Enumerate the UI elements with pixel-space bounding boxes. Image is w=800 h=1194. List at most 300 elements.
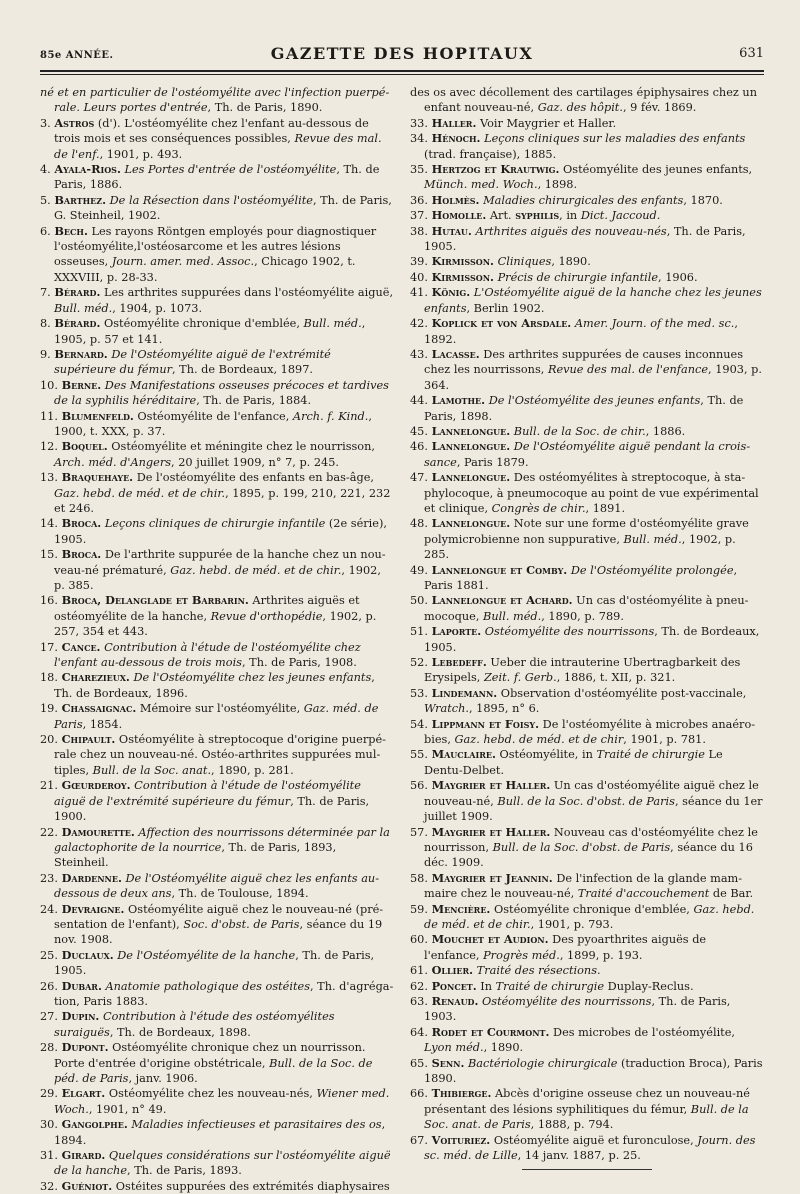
reference-title: Cliniques	[497, 255, 552, 269]
reference-text: , Th. de Paris, 1905.	[424, 224, 746, 254]
reference-entry	[410, 1056, 764, 1087]
reference-author: Lannelongue.	[431, 470, 511, 485]
reference-entry	[410, 162, 764, 193]
reference-author: Lindemann.	[431, 685, 498, 700]
reference-title: Bull. de la Soc. de péd. de Paris	[54, 1056, 373, 1085]
reference-title: Ostéomyélite des nourrissons	[482, 994, 652, 1008]
reference-author: Cance.	[61, 639, 101, 654]
reference-text: 29.	[40, 1087, 62, 1101]
reference-title: De l'Ostéomyélite chez les jeunes enfants	[133, 671, 372, 685]
reference-text: Voir Maygrier et Haller.	[476, 116, 617, 130]
reference-entry	[40, 409, 394, 440]
reference-title: L'Ostéomyélite aiguë de la hanche chez les jeunes enfants	[424, 286, 762, 315]
reference-text: 63.	[410, 994, 432, 1008]
reference-entry	[40, 516, 394, 547]
reference-title: Contribution à l'étude de l'ostéomyélite chez l'enfant au-dessous de trois mois	[54, 640, 361, 670]
reference-title: Traité des résections.	[476, 964, 601, 978]
reference-text: 23.	[40, 871, 62, 885]
reference-text: 19.	[40, 702, 62, 716]
reference-text: , janv. 1906.	[128, 1072, 198, 1085]
reference-text: , Paris 1879.	[456, 455, 529, 469]
reference-title: Gaz. hebd. de méd. et de chir.	[170, 563, 342, 577]
reference-author: Mencière.	[431, 901, 491, 916]
reference-text: 60.	[410, 933, 432, 947]
reference-author: Koplick et von Arsdale.	[431, 316, 572, 331]
reference-author: Charezieux.	[61, 670, 130, 685]
left-column	[40, 85, 394, 1194]
reference-entry	[40, 378, 394, 409]
reference-text: , in	[559, 209, 581, 223]
reference-text: 17.	[40, 640, 62, 654]
reference-text: 34.	[410, 132, 432, 146]
reference-entry	[40, 640, 394, 671]
reference-text: Le Dentu-Delbet.	[424, 748, 723, 777]
reference-text: Note sur une forme d'ostéomyélite grave polymicrobienne non suppurative,	[424, 517, 749, 546]
reference-text: 58.	[410, 871, 432, 885]
reference-author: Lacasse.	[431, 346, 480, 361]
reference-entry	[410, 747, 764, 778]
reference-author: Barthez.	[54, 192, 107, 207]
reference-title: Leçons cliniques sur les maladies des enfants	[484, 132, 746, 146]
reference-text: 26.	[40, 979, 62, 993]
reference-author: Dupont.	[61, 1040, 109, 1055]
reference-author: Lannelongue et Comby.	[431, 562, 568, 577]
reference-text: , 1901, p. 493.	[99, 147, 183, 161]
reference-text: , Th. de Paris, 1886.	[54, 163, 380, 192]
reference-entry	[40, 1179, 394, 1194]
reference-text: , 1895, p. 199, 210, 221, 232 et 246.	[54, 486, 391, 515]
reference-author: Lannelongue.	[431, 439, 511, 454]
reference-text: Ostéomyélite chronique chez un nourrisson. Porte d'entrée d'origine obstétricale,	[54, 1041, 366, 1070]
reference-entry	[410, 131, 764, 162]
reference-title: Maladies chirurgicales des enfants	[483, 193, 684, 207]
reference-author: Voituriez.	[431, 1132, 491, 1147]
reference-text: De l'arthrite suppurée de la hanche chez un nou-veau-né prématuré,	[54, 548, 386, 577]
reference-text: , 1905, p. 57 et 141.	[54, 317, 366, 346]
reference-entry	[410, 439, 764, 470]
reference-title: Bull. méd.	[303, 317, 362, 331]
reference-text: 7.	[40, 286, 55, 300]
reference-text: Ostéomyélite aiguë chez le nouveau-né (pré-sentation de l'enfant),	[54, 902, 384, 931]
reference-title: Congrès de chir.	[491, 501, 586, 515]
reference-text: , 1904, p. 1073.	[112, 301, 203, 315]
reference-author: Broca.	[61, 516, 102, 531]
reference-title: Arthrites aiguës des nouveau-nés	[475, 224, 667, 238]
reference-text: Mémoire sur l'ostéomyélite,	[136, 702, 304, 716]
reference-text: Ostéomyélite chronique d'emblée,	[490, 902, 694, 916]
reference-author: Ayala-Rios.	[54, 162, 121, 177]
reference-entry	[410, 994, 764, 1025]
reference-text: Art.	[486, 209, 516, 223]
reference-entry	[40, 285, 394, 316]
reference-title: Bull. méd.	[623, 532, 682, 546]
reference-entry	[410, 516, 764, 562]
reference-title: Les Portes d'entrée de l'ostéomyélite	[124, 163, 337, 177]
reference-entry	[410, 254, 764, 269]
reference-entry	[40, 593, 394, 639]
reference-author: Maygrier et Jeannin.	[431, 870, 553, 885]
reference-text: 64.	[410, 1025, 432, 1039]
reference-title: De l'Ostéomyélite des jeunes enfants	[488, 394, 701, 408]
reference-text: Observation d'ostéomyélite post-vaccinale,	[497, 686, 747, 700]
reference-entry	[40, 871, 394, 902]
reference-title: Progrès méd.	[483, 948, 560, 962]
reference-text: Un cas d'ostéomyélite aiguë chez le nouveau-né,	[424, 779, 759, 808]
reference-text: 27.	[40, 1010, 62, 1024]
reference-text: 67.	[410, 1133, 432, 1147]
reference-author: Thibierge.	[431, 1086, 492, 1101]
reference-author: Dubar.	[61, 978, 102, 993]
reference-text: 11.	[40, 409, 62, 423]
reference-text: , Th. de Bordeaux, 1898.	[109, 1025, 251, 1039]
reference-entry	[410, 1086, 764, 1132]
reference-text: 57.	[410, 825, 432, 839]
reference-text: Des ostéomyélites à streptocoque, à sta-phylocoque, à pneumocoque au point de vue expérimental et clinique,	[424, 471, 759, 515]
reference-text: 4.	[40, 163, 55, 177]
journal-title: GAZETTE DES HOPITAUX	[270, 44, 534, 63]
reference-title: Leçons cliniques de chirurgie infantile	[104, 517, 326, 531]
reference-text: , Th. de Paris, G. Steinheil, 1902.	[54, 193, 392, 223]
reference-title: Bull. méd.	[54, 301, 113, 315]
reference-text: , 1898.	[537, 178, 578, 192]
reference-title: Bull. de la Soc. anat. de Paris	[424, 1102, 749, 1132]
reference-title: Revue des mal. de l'enf.	[54, 132, 382, 161]
reference-text: Abcès d'origine osseuse chez un nouveau-né présentant des lésions syphilitiques du fémur,	[424, 1087, 750, 1116]
reference-text: , 1895, n° 6.	[468, 702, 540, 716]
reference-entry	[410, 424, 764, 439]
reference-title: Gaz. hebd. de méd. et de chir.	[54, 486, 226, 500]
reference-entry	[410, 316, 764, 347]
reference-title: Affection des nourrissons déterminée par la galactophorite de la nourrice	[54, 825, 390, 854]
reference-entry	[40, 85, 394, 116]
reference-text: 16.	[40, 594, 62, 608]
reference-author: Boquel.	[61, 439, 108, 454]
reference-title: De la Résection dans l'ostéomyélite	[109, 193, 313, 207]
reference-text: , 1902, p. 285.	[424, 532, 736, 562]
reference-text: des os avec décollement des cartilages épiphysaires chez un enfant nouveau-né,	[410, 86, 757, 115]
reference-title: Lyon méd.	[424, 1041, 484, 1055]
reference-text: , Th. de Paris, 1903.	[424, 994, 731, 1024]
reference-author: Broca, Delanglade et Barbarin.	[61, 593, 249, 608]
reference-author: Kirmisson.	[431, 269, 494, 284]
reference-author: Mouchet et Audion.	[431, 932, 549, 947]
reference-text: Ostéomyélite des jeunes enfants,	[559, 163, 753, 177]
reference-author: Lippmann et Foisy.	[431, 716, 540, 731]
reference-text: 22.	[40, 825, 62, 839]
reference-entry	[410, 593, 764, 624]
reference-entry	[40, 1148, 394, 1179]
reference-entry	[40, 778, 394, 824]
header-rule-thick	[40, 70, 764, 72]
reference-title: Arch. méd. d'Angers	[54, 455, 172, 469]
reference-entry	[410, 963, 764, 978]
reference-entry	[40, 979, 394, 1010]
reference-author: Hutau.	[431, 223, 472, 238]
reference-text: Les rayons Röntgen employés pour diagnostiquer l'ostéomyélite,l'ostéosarcome et les autres lésions osseuses,	[54, 224, 377, 269]
reference-author: Holmès.	[431, 192, 480, 207]
reference-title: Soc. d'obst. de Paris	[183, 917, 300, 931]
reference-text: 13.	[40, 471, 62, 485]
reference-text: Duplay-Reclus.	[604, 979, 694, 993]
reference-text: Les arthrites suppurées dans l'ostéomyélite aiguë,	[100, 286, 394, 300]
reference-text: , 1900, t. XXX, p. 37.	[54, 409, 372, 438]
reference-author: Devraigne.	[61, 901, 125, 916]
reference-text: Des pyoarthrites aiguës de l'enfance,	[424, 933, 707, 962]
reference-author: Hénoch.	[431, 131, 481, 146]
reference-author: Duclaux.	[61, 947, 114, 962]
reference-text: In	[476, 979, 496, 993]
reference-author: Chassaignac.	[61, 701, 137, 716]
reference-entry	[40, 670, 394, 701]
reference-author: Bérard.	[54, 316, 101, 331]
reference-entry	[40, 316, 394, 347]
reference-entry	[40, 439, 394, 470]
reference-text: De l'ostéomyélite à microbes anaéro-bies,	[424, 717, 756, 747]
reference-entry	[40, 1117, 394, 1148]
reference-text: 45.	[410, 424, 432, 438]
reference-entry	[40, 547, 394, 593]
reference-text: , 1890, p. 281.	[211, 763, 294, 777]
reference-text: 47.	[410, 471, 432, 485]
reference-text: (d'). L'ostéomyélite chez l'enfant au-dessous de trois mois et ses conséquences possibles,	[54, 116, 369, 146]
reference-text: , Th. de Paris, 1884.	[196, 394, 312, 408]
reference-entry	[410, 979, 764, 994]
reference-author: Dardenne.	[61, 870, 122, 885]
reference-author: Maygrier et Haller.	[431, 824, 551, 839]
reference-entry	[40, 902, 394, 948]
reference-entry	[410, 393, 764, 424]
reference-author: Guéniot.	[61, 1178, 113, 1193]
reference-text: , 1854.	[82, 717, 123, 731]
reference-text: 31.	[40, 1149, 62, 1163]
reference-author: syphilis	[515, 208, 560, 223]
reference-text: 37.	[410, 209, 432, 223]
reference-entry	[40, 1040, 394, 1086]
reference-text: , Th. de Paris, 1890.	[207, 101, 323, 115]
right-column	[410, 85, 764, 1194]
reference-text: , 1886, t. XII, p. 321.	[556, 671, 676, 685]
reference-entry	[410, 347, 764, 393]
reference-text: , Th. de Paris, 1893, Steinheil.	[54, 840, 337, 870]
reference-text: , 1901, n° 49.	[88, 1102, 167, 1116]
reference-text: 20.	[40, 733, 62, 747]
reference-text: 52.	[410, 656, 432, 670]
reference-text: , 1890.	[483, 1041, 524, 1055]
reference-text: 39.	[410, 255, 432, 269]
reference-entry	[410, 285, 764, 316]
reference-entry	[40, 948, 394, 979]
reference-text: , 20 juillet 1909, n° 7, p. 245.	[171, 455, 340, 469]
reference-entry	[410, 85, 764, 116]
reference-text: Un cas d'ostéomyélite à pneu-mocoque,	[424, 594, 749, 623]
reference-title: De l'Ostéomyélite de la hanche	[117, 948, 296, 962]
reference-text: , 1906.	[658, 270, 698, 284]
page-number: 631	[739, 46, 764, 61]
reference-title: Revue d'orthopédie	[210, 609, 323, 623]
reference-entry	[410, 871, 764, 902]
header-rule-thin	[40, 74, 764, 75]
reference-author: Chipault.	[61, 732, 116, 747]
reference-text: De l'infection de la glande mam-maire chez le nouveau-né,	[424, 871, 743, 901]
reference-entry	[40, 701, 394, 732]
reference-title: Traité de chirurgie	[596, 748, 705, 762]
reference-author: Damourette.	[61, 824, 135, 839]
reference-text: 42.	[410, 317, 432, 331]
reference-author: Lamothe.	[431, 393, 486, 408]
reference-entry	[410, 778, 764, 824]
reference-text: 6.	[40, 224, 55, 238]
reference-text: 55.	[410, 748, 432, 762]
reference-entry	[40, 732, 394, 778]
reference-author: Mauclaire.	[431, 747, 496, 762]
reference-text: , 1894.	[54, 1118, 386, 1147]
reference-text: , 1902, p. 385.	[54, 563, 381, 592]
reference-author: Dupin.	[61, 1009, 100, 1024]
reference-text: 8.	[40, 317, 55, 331]
reference-text: 5.	[40, 193, 55, 207]
reference-author: Senn.	[431, 1055, 465, 1070]
reference-entry	[410, 655, 764, 686]
reference-text: Ostéomyélite à streptocoque d'origine puerpé-rale chez un nouveau-né. Ostéo-arthrites suppurées mul-tiples,	[54, 733, 386, 777]
reference-text: 15.	[40, 548, 62, 562]
reference-text: , Th. de Toulouse, 1894.	[171, 887, 309, 901]
end-ornament-rule	[522, 1169, 652, 1170]
reference-text: 50.	[410, 594, 432, 608]
reference-author: Lebedeff.	[431, 655, 487, 670]
reference-author: Kirmisson.	[431, 254, 494, 269]
volume-year: 85e ANNÉE.	[40, 50, 114, 61]
reference-title: Gaz. hebd. de méd. et de chir	[454, 733, 624, 747]
reference-author: Gœurderoy.	[61, 778, 131, 793]
reference-text: 33.	[410, 116, 432, 130]
reference-text: 21.	[40, 779, 62, 793]
reference-title: Bactériologie chirurgicale	[467, 1056, 618, 1070]
reference-text: Des microbes de l'ostéomyélite,	[549, 1025, 735, 1039]
reference-title: Bull. de la Soc. d'obst. de Paris	[497, 794, 675, 808]
reference-title: Bull. de la Soc. anat.	[92, 763, 212, 777]
reference-title: Wratch.	[424, 702, 469, 716]
reference-author: Elgart.	[61, 1086, 106, 1101]
reference-title: Maladies infectieuses et parasitaires des os	[131, 1118, 382, 1132]
reference-entry	[40, 162, 394, 193]
reference-title: De l'Ostéomyélite prolongée	[570, 563, 734, 577]
reference-title: Arch. f. Kind.	[292, 409, 369, 423]
reference-author: Blumenfeld.	[61, 408, 134, 423]
reference-author: Renaud.	[431, 993, 479, 1008]
reference-text: Arthrites aiguës et ostéomyélite de la hanche,	[54, 594, 360, 623]
reference-text: , Th. de Paris, 1900.	[54, 794, 370, 824]
reference-author: Lannelongue et Achard.	[431, 593, 573, 608]
reference-text: 53.	[410, 686, 432, 700]
reference-text: 9.	[40, 347, 55, 361]
reference-text: 36.	[410, 193, 432, 207]
reference-title: Bull. méd.	[483, 609, 542, 623]
reference-author: Maygrier et Haller.	[431, 778, 551, 793]
reference-text: 43.	[410, 347, 432, 361]
reference-text: Nouveau cas d'ostéomyélite chez le nourrisson,	[424, 825, 758, 854]
reference-text: Ostéomyélite chez les nouveau-nés,	[105, 1087, 317, 1101]
reference-entry	[410, 825, 764, 871]
reference-entry	[40, 193, 394, 224]
reference-text: , 1902, p. 257, 354 et 443.	[54, 609, 377, 639]
reference-text: , Th. de Bordeaux, 1905.	[424, 625, 760, 654]
reference-author: Lannelongue.	[431, 516, 511, 531]
reference-text: 12.	[40, 440, 62, 454]
reference-entry	[410, 1025, 764, 1056]
reference-text: 3.	[40, 116, 55, 130]
reference-text: 49.	[410, 563, 432, 577]
reference-text: 10.	[40, 378, 62, 392]
reference-text: , 1891.	[585, 501, 626, 515]
reference-text: 30.	[40, 1118, 62, 1132]
reference-text: 46.	[410, 440, 432, 454]
reference-entry	[410, 902, 764, 933]
reference-text: , Th. de Paris, 1898.	[424, 394, 744, 423]
reference-author: Braquehaye.	[61, 470, 134, 485]
reference-text: , 1888, p. 794.	[530, 1118, 614, 1132]
reference-author: Berne.	[61, 377, 102, 392]
reference-text: Des arthrites suppurées de causes inconnues chez les nourrissons,	[424, 347, 744, 377]
reference-author: Girard.	[61, 1148, 106, 1163]
reference-author: Bech.	[54, 223, 88, 238]
reference-text: 65.	[410, 1056, 432, 1070]
reference-text: , 1901, p. 781.	[623, 733, 706, 747]
reference-entry	[40, 1009, 394, 1040]
reference-text: , 9 fév. 1869.	[622, 101, 697, 115]
reference-entry	[40, 224, 394, 286]
reference-title: Journ. amer. med. Assoc.	[111, 255, 255, 269]
reference-title: Gaz. des hôpit.	[537, 101, 623, 115]
reference-author: Rodet et Courmont.	[431, 1024, 550, 1039]
reference-text: 14.	[40, 517, 62, 531]
reference-entry	[410, 932, 764, 963]
reference-entry	[410, 1133, 764, 1164]
reference-entry	[410, 208, 764, 223]
reference-text: Ostéomyélite de l'enfance,	[133, 409, 293, 423]
reference-text: (2e série), 1905.	[54, 517, 387, 546]
reference-text: 41.	[410, 286, 432, 300]
reference-entry	[40, 116, 394, 162]
reference-title: Münch. med. Woch.	[424, 178, 538, 192]
reference-title: Journ. des sc. méd. de Lille	[424, 1133, 756, 1163]
reference-author: Laporte.	[431, 624, 482, 639]
reference-title: Zeit. f. Gerb.	[483, 671, 557, 685]
reference-text: 24.	[40, 902, 62, 916]
reference-entry	[410, 686, 764, 717]
reference-text: , séance du 19 nov. 1908.	[54, 917, 383, 947]
reference-text: Ostéites suppurées des extrémités diaphysaires	[112, 1179, 390, 1193]
reference-text: , Th. d'agréga-tion, Paris 1883.	[54, 979, 394, 1008]
reference-author: Ollier.	[431, 963, 474, 978]
reference-entry	[410, 563, 764, 594]
reference-title: Précis de chirurgie infantile	[497, 270, 659, 284]
reference-title: De l'Ostéomyélite aiguë de l'extrémité supérieure du fémur	[54, 347, 331, 377]
reference-text: , 1890.	[551, 255, 591, 269]
reference-author: Astros	[54, 115, 95, 130]
reference-entry	[40, 1086, 394, 1117]
reference-title: Bull. de la Soc. d'obst. de Paris	[492, 840, 671, 854]
reference-title: Anatomie pathologique des ostéites	[105, 979, 310, 993]
reference-entry	[410, 717, 764, 748]
reference-title: Contribution à l'étude des ostéomyélites suraiguës	[54, 1010, 335, 1039]
reference-author: Gangolphe.	[61, 1117, 128, 1132]
reference-text: , Th. de Bordeaux, 1897.	[172, 363, 314, 377]
reference-author: Bérard.	[54, 285, 101, 300]
reference-text: , 1890, p. 789.	[541, 609, 624, 623]
reference-author: Bernard.	[54, 346, 108, 361]
reference-text: Ostéomyélite, in	[495, 748, 597, 762]
reference-text: 61.	[410, 964, 432, 978]
